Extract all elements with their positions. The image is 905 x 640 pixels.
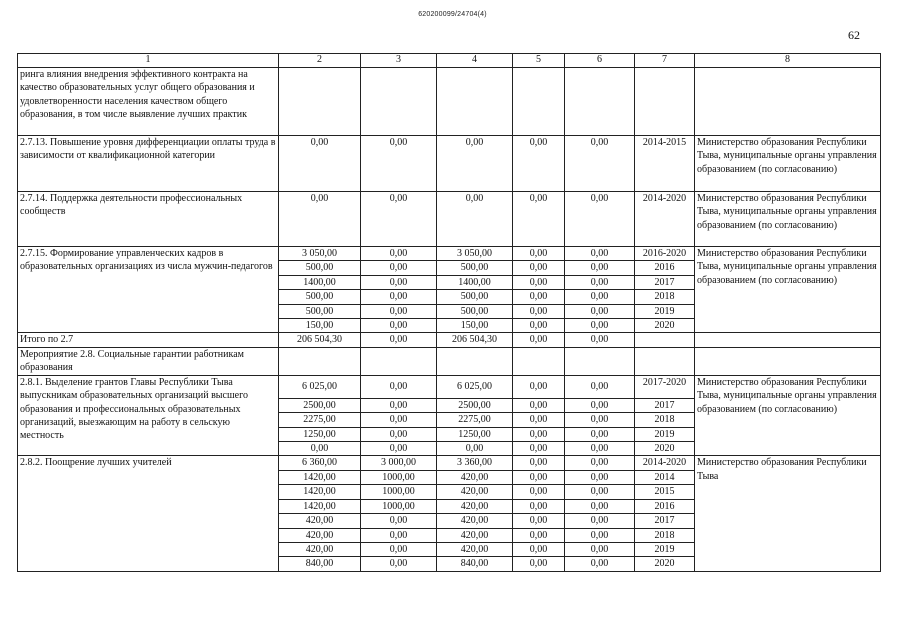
cell-value: 420,00 — [437, 499, 513, 513]
cell-value: 500,00 — [437, 290, 513, 304]
cell-value: 0,00 — [361, 136, 437, 192]
cell-value: 0,00 — [565, 398, 635, 412]
cell-value: 0,00 — [565, 499, 635, 513]
cell-value: 0,00 — [565, 247, 635, 261]
cell-period: 2019 — [635, 427, 695, 441]
cell-period: 2016 — [635, 261, 695, 275]
cell-value: 0,00 — [279, 192, 361, 247]
cell-value: 0,00 — [565, 456, 635, 470]
total-row — [18, 333, 881, 347]
cell-value: 0,00 — [361, 528, 437, 542]
column-header: 8 — [695, 54, 881, 68]
cell-value: 150,00 — [279, 319, 361, 333]
row-executor: Министерство образования Республики Тыва, муниципальные органы управления образованием (по согласованию) — [695, 247, 881, 333]
cell-value: 1400,00 — [437, 275, 513, 289]
cell-value: 500,00 — [279, 290, 361, 304]
column-header: 7 — [635, 54, 695, 68]
cell-value: 0,00 — [361, 542, 437, 556]
cell-value: 0,00 — [361, 192, 437, 247]
cell-period: 2016-2020 — [635, 247, 695, 261]
measure-row — [18, 347, 881, 375]
cell-value: 0,00 — [513, 413, 565, 427]
cell-value: 0,00 — [513, 485, 565, 499]
cell-value: 3 000,00 — [361, 456, 437, 470]
cell-value: 0,00 — [513, 542, 565, 556]
column-header: 4 — [437, 54, 513, 68]
cell-value: 1420,00 — [279, 485, 361, 499]
cell-period: 2017 — [635, 514, 695, 528]
cell-value: 0,00 — [565, 136, 635, 192]
row-description: 2.8.2. Поощрение лучших учителей — [18, 456, 279, 571]
cell-value: 0,00 — [361, 557, 437, 571]
cell-value: 0,00 — [513, 319, 565, 333]
row-executor: Министерство образования Республики Тыва, муниципальные органы управления образованием (по согласованию) — [695, 375, 881, 456]
row-description: 2.7.13. Повышение уровня дифференциации оплаты труда в зависимости от квалификационной категории — [18, 136, 279, 192]
cell-value: 0,00 — [513, 499, 565, 513]
cell-period: 2019 — [635, 542, 695, 556]
cell-value: 150,00 — [437, 319, 513, 333]
table-row — [18, 375, 881, 398]
cell-period: 2018 — [635, 290, 695, 304]
cell-value: 0,00 — [513, 247, 565, 261]
cell-value: 0,00 — [361, 261, 437, 275]
cell-value: 500,00 — [279, 304, 361, 318]
cell-value: 2500,00 — [279, 398, 361, 412]
cell-value: 0,00 — [361, 319, 437, 333]
cell-value: 0,00 — [565, 375, 635, 398]
cell-value: 0,00 — [513, 261, 565, 275]
cell-value: 0,00 — [565, 427, 635, 441]
cell-value: 0,00 — [513, 442, 565, 456]
cell-value: 500,00 — [437, 261, 513, 275]
cell-value: 2500,00 — [437, 398, 513, 412]
cell-value: 500,00 — [279, 261, 361, 275]
cell-value: 0,00 — [513, 275, 565, 289]
cell-value: 1250,00 — [279, 427, 361, 441]
cell-value: 1000,00 — [361, 470, 437, 484]
column-header: 5 — [513, 54, 565, 68]
cell-value: 1000,00 — [361, 499, 437, 513]
row-executor: Министерство образования Республики Тыва, муниципальные органы управления образованием (по согласованию) — [695, 136, 881, 192]
cell-value: 0,00 — [361, 275, 437, 289]
cell-period: 2020 — [635, 557, 695, 571]
cell-value: 0,00 — [565, 442, 635, 456]
cell-value: 420,00 — [279, 542, 361, 556]
cell-value: 0,00 — [361, 375, 437, 398]
cell-value: 1400,00 — [279, 275, 361, 289]
cell-value: 420,00 — [279, 528, 361, 542]
measure-title: Мероприятие 2.8. Социальные гарантии работникам образования — [18, 347, 279, 375]
cell-value: 0,00 — [565, 485, 635, 499]
cell-period: 2017 — [635, 398, 695, 412]
cell-value: 0,00 — [279, 136, 361, 192]
cell-period: 2020 — [635, 319, 695, 333]
table-row — [18, 247, 881, 261]
cell-value: 206 504,30 — [279, 333, 361, 347]
cell-value: 2275,00 — [437, 413, 513, 427]
cell-value: 840,00 — [279, 557, 361, 571]
total-label: Итого по 2.7 — [18, 333, 279, 347]
cell-value: 0,00 — [565, 542, 635, 556]
cell-value: 0,00 — [565, 333, 635, 347]
cell-period: 2014 — [635, 470, 695, 484]
cell-value: 0,00 — [361, 514, 437, 528]
cell-period: 2017 — [635, 275, 695, 289]
cell-value: 0,00 — [565, 470, 635, 484]
cell-value: 206 504,30 — [437, 333, 513, 347]
cell-value: 0,00 — [565, 290, 635, 304]
cell-value: 0,00 — [279, 442, 361, 456]
cell-value: 0,00 — [513, 514, 565, 528]
page-number: 62 — [848, 28, 860, 42]
cell-value: 6 360,00 — [279, 456, 361, 470]
cell-value: 0,00 — [513, 427, 565, 441]
cell-value: 0,00 — [565, 528, 635, 542]
table-row — [18, 68, 881, 136]
cell-value: 0,00 — [513, 304, 565, 318]
cell-value: 0,00 — [565, 275, 635, 289]
cell-value: 0,00 — [565, 514, 635, 528]
table-row — [18, 136, 881, 192]
cell-value: 3 050,00 — [437, 247, 513, 261]
cell-value: 0,00 — [513, 136, 565, 192]
cell-value: 0,00 — [361, 247, 437, 261]
cell-period: 2014-2015 — [635, 136, 695, 192]
program-table — [17, 53, 881, 572]
cell-value: 0,00 — [437, 442, 513, 456]
cell-period: 2017-2020 — [635, 375, 695, 398]
cell-value: 500,00 — [437, 304, 513, 318]
cell-period: 2015 — [635, 485, 695, 499]
column-header-row — [18, 54, 881, 68]
cell-value: 420,00 — [437, 514, 513, 528]
cell-value: 1420,00 — [279, 470, 361, 484]
cell-value: 0,00 — [565, 192, 635, 247]
cell-value: 0,00 — [565, 261, 635, 275]
cell-period: 2019 — [635, 304, 695, 318]
cell-period: 2014-2020 — [635, 192, 695, 247]
cell-value: 0,00 — [437, 192, 513, 247]
cell-value: 6 025,00 — [279, 375, 361, 398]
column-header: 1 — [18, 54, 279, 68]
cell-value: 840,00 — [437, 557, 513, 571]
cell-value: 0,00 — [361, 413, 437, 427]
cell-value: 0,00 — [565, 413, 635, 427]
cell-value: 0,00 — [513, 375, 565, 398]
cell-value: 0,00 — [513, 456, 565, 470]
cell-value: 420,00 — [437, 542, 513, 556]
cell-value: 6 025,00 — [437, 375, 513, 398]
cell-period: 2018 — [635, 413, 695, 427]
row-description: 2.8.1. Выделение грантов Главы Республики Тыва выпускникам образовательных организаций высшего образования и профессиональных образовательных организаций, выезжающим на работу в сельскую местность — [18, 375, 279, 456]
cell-value: 1250,00 — [437, 427, 513, 441]
row-description: 2.7.15. Формирование управленческих кадров в образовательных организациях из числа мужчин-педагогов — [18, 247, 279, 333]
column-header: 6 — [565, 54, 635, 68]
cell-value: 420,00 — [437, 528, 513, 542]
row-description: ринга влияния внедрения эффективного контракта на качество образовательных услуг общего образования и удовлетворенности населения качеством общего образования, в том числе выявление лучших практик — [18, 68, 279, 136]
cell-value: 0,00 — [361, 442, 437, 456]
cell-value: 0,00 — [513, 398, 565, 412]
cell-value: 3 050,00 — [279, 247, 361, 261]
row-description: 2.7.14. Поддержка деятельности профессиональных сообществ — [18, 192, 279, 247]
cell-value: 0,00 — [361, 290, 437, 304]
row-executor: Министерство образования Республики Тыва, муниципальные органы управления образованием (по согласованию) — [695, 192, 881, 247]
cell-value: 2275,00 — [279, 413, 361, 427]
cell-value: 0,00 — [437, 136, 513, 192]
cell-period: 2016 — [635, 499, 695, 513]
cell-value: 420,00 — [279, 514, 361, 528]
cell-value: 420,00 — [437, 470, 513, 484]
cell-value: 0,00 — [565, 319, 635, 333]
cell-value: 420,00 — [437, 485, 513, 499]
cell-period: 2014-2020 — [635, 456, 695, 470]
document-id: 620200099/24704(4) — [418, 11, 487, 18]
cell-value: 0,00 — [513, 333, 565, 347]
cell-value: 3 360,00 — [437, 456, 513, 470]
table-row — [18, 456, 881, 470]
cell-period: 2018 — [635, 528, 695, 542]
cell-value: 0,00 — [513, 470, 565, 484]
column-header: 3 — [361, 54, 437, 68]
cell-value: 0,00 — [361, 304, 437, 318]
column-header: 2 — [279, 54, 361, 68]
table-row — [18, 192, 881, 247]
cell-value: 1000,00 — [361, 485, 437, 499]
cell-value: 0,00 — [565, 557, 635, 571]
cell-value: 0,00 — [361, 427, 437, 441]
cell-period: 2020 — [635, 442, 695, 456]
cell-value: 0,00 — [513, 528, 565, 542]
cell-value: 0,00 — [513, 557, 565, 571]
cell-value: 0,00 — [565, 304, 635, 318]
cell-value: 0,00 — [361, 333, 437, 347]
cell-value: 1420,00 — [279, 499, 361, 513]
cell-value: 0,00 — [361, 398, 437, 412]
cell-value: 0,00 — [513, 192, 565, 247]
cell-value: 0,00 — [513, 290, 565, 304]
row-executor: Министерство образования Республики Тыва — [695, 456, 881, 571]
